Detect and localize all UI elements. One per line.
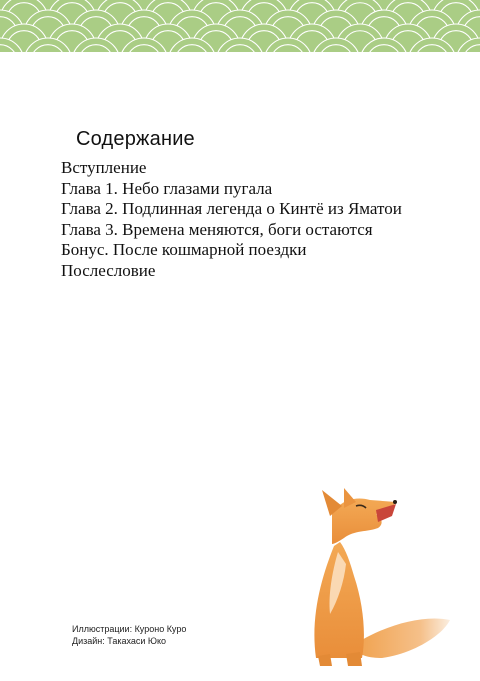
- toc-heading: Содержание: [76, 128, 195, 150]
- toc-item-chapter-3: Глава 3. Времена меняются, боги остаются: [61, 219, 373, 239]
- toc-item-bonus: Бонус. После кошмарной поездки: [61, 240, 307, 260]
- fox-head: [332, 499, 396, 544]
- fox-illustration: [292, 486, 452, 672]
- toc-item-afterword: Послесловие: [61, 260, 156, 280]
- toc-item-intro: Вступление: [61, 158, 147, 177]
- header-pattern-band: [0, 0, 480, 52]
- toc-item-chapter-2: Глава 2. Подлинная легенда о Кинтё из Яматои: [61, 199, 402, 219]
- fox-front-leg: [318, 654, 332, 666]
- fox-tail: [352, 618, 450, 658]
- fox-hind-leg: [346, 652, 362, 666]
- wave-pattern: [0, 0, 480, 52]
- credit-illustration: Иллюстрации: Куроно Куро: [72, 624, 187, 634]
- toc-item-chapter-1: Глава 1. Небо глазами пугала: [61, 178, 273, 198]
- toc-list: [61, 158, 402, 282]
- credit-design: Дизайн: Такахаси Юко: [72, 635, 167, 646]
- credits-block: [72, 624, 186, 647]
- fox-nose: [393, 500, 397, 504]
